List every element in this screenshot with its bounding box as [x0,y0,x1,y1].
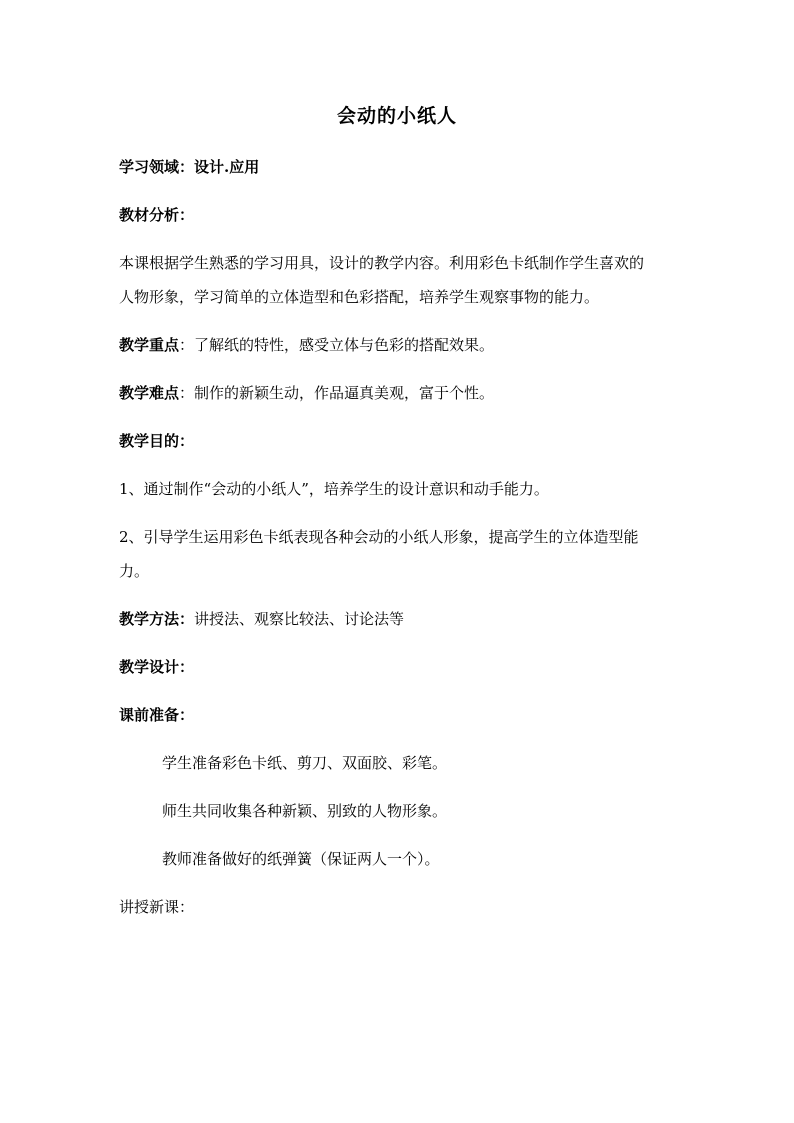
goals-heading: 教学目的： [119,432,195,450]
prep-item-3: 教师准备做好的纸弹簧（保证两人一个）。 [162,850,440,868]
difficulty-value: ：制作的新颖生动，作品逼真美观，富于个性。 [179,384,495,402]
prep-item-2: 师生共同收集各种新颖、别致的人物形象。 [162,802,448,820]
method-label: 教学方法： [119,610,195,628]
goal-1: 1、通过制作“会动的小纸人”，培养学生的设计意识和动手能力。 [119,480,549,498]
difficulty-label: 教学难点 [119,384,180,402]
learning-domain [119,157,679,177]
difficulty-point [119,383,679,403]
prep-item-1: 学生准备彩色卡纸、剪刀、双面胶、彩笔。 [162,754,448,772]
design-heading: 教学设计： [119,658,195,676]
analysis-line-1: 本课根据学生熟悉的学习用具，设计的教学内容。利用彩色卡纸制作学生喜欢的 [119,254,645,272]
learning-domain-label: 学习领域： [119,158,195,176]
key-point-label: 教学重点 [119,336,180,354]
analysis-line-2: 人物形象，学习简单的立体造型和色彩搭配，培养学生观察事物的能力。 [119,288,600,306]
key-point [119,335,679,355]
learning-domain-value: 设计.应用 [194,158,260,176]
key-point-value: ：了解纸的特性，感受立体与色彩的搭配效果。 [179,336,495,354]
document-title: 会动的小纸人 [336,105,457,127]
method-value: 讲授法、观察比较法、讨论法等 [194,610,405,628]
goal-2-line-2: 力。 [119,562,150,580]
teaching-method [119,609,679,629]
new-lesson-heading: 讲授新课： [119,898,195,916]
analysis-heading: 教材分析： [119,206,195,224]
goal-2-line-1: 2、引导学生运用彩色卡纸表现各种会动的小纸人形象，提高学生的立体造型能 [119,528,639,546]
prep-heading: 课前准备： [119,706,195,724]
